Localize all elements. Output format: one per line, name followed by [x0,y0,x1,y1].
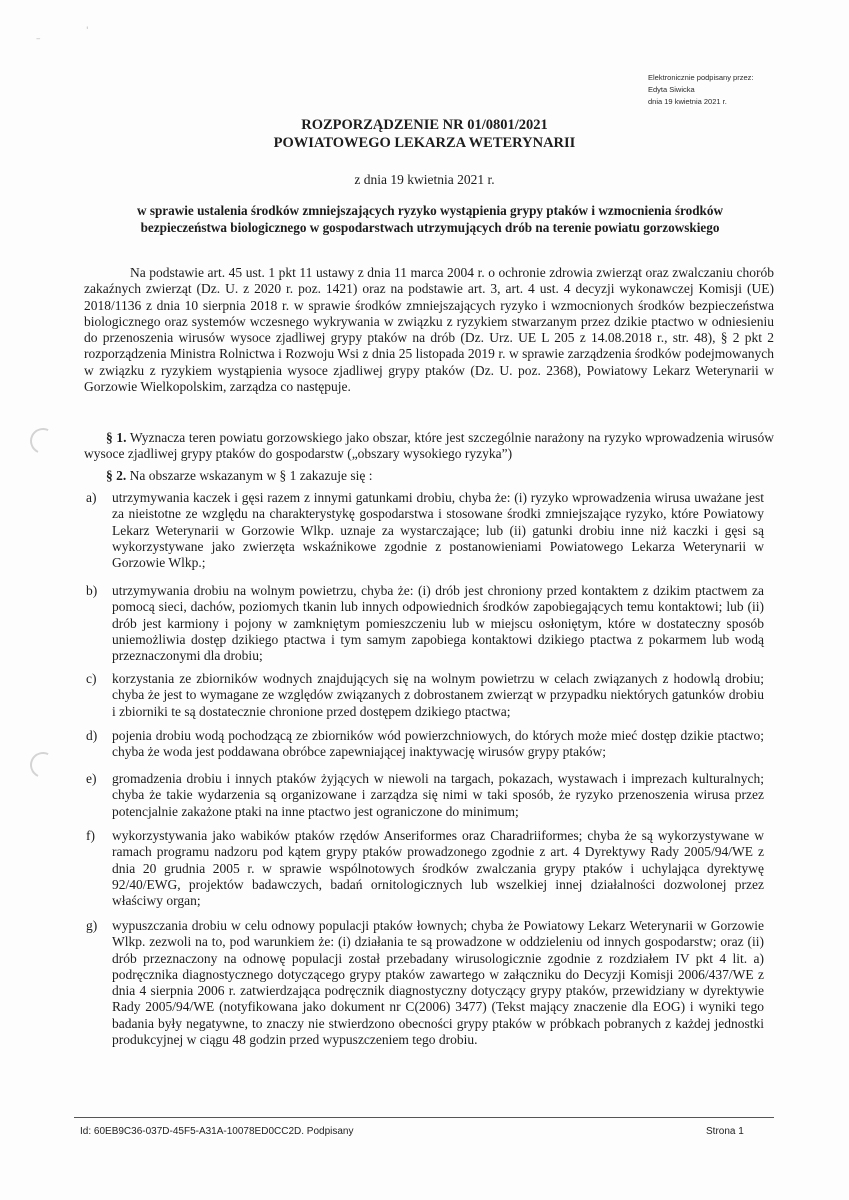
section-2-text: Na obszarze wskazanym w § 1 zakazuje się : [129,468,373,483]
electronic-signature-stamp [648,72,818,108]
section-1-text: Wyznacza teren powiatu gorzowskiego jako obszar, które jest szczególnie narażony na ryzyko wprowadzenia wirusów wysoce zjadliwej grypy ptaków do gospodarstw („obszary wysokiego ryzyka”) [84,430,774,462]
list-item-text: gromadzenia drobiu i innych ptaków żyjących w niewoli na targach, pokazach, wystawach i imprezach kulturalnych; chyba że takie wydarzenia są organizowane i zarządza się nimi w taki sposób, że ryzyko przenoszenia wirusa przez potencjalnie zakażone ptaki na inne ptactwo jest ograniczone do minimum; [112,771,764,819]
list-item-d [86,728,764,761]
section-2-label: § 2. [106,468,127,483]
list-item-letter: e) [86,771,97,786]
list-item-e [86,771,764,820]
list-item-letter: g) [86,918,98,933]
list-item-g [86,918,764,1048]
list-item-text: wykorzystywania jako wabików ptaków rzędów Anseriformes oraz Charadriiformes; chyba że są wykorzystywane w ramach programu nadzoru pod kątem grypy ptaków prowadzonego zgodnie z art. 4 Dyrektywy Rady 2005/94/WE z dnia 20 grudnia 2005 r. w sprawie wspólnotowych środków zwalczania grypy ptaków i uchylająca dyrektywę 92/40/EWG, projektów badawczych, badań ornitologicznych lub wszelkiej innej działalności dozwolonej przez właściwy organ; [112,828,764,909]
list-item-c [86,671,764,720]
list-item-text: utrzymywania kaczek i gęsi razem z innymi gatunkami drobiu, chyba że: (i) ryzyko wprowadzenia wirusa uważane jest za nieistotne ze względu na charakterystykę gospodarstwa i stosowane środki zmniejszające ryzyko, które Powiatowy Lekarz Weterynarii w Gorzowie Wlkp. uznaje za wystarczające; lub (ii) gatunki drobiu inne niż kaczki i gęsi są wykorzystywane jako zwierzęta wskaźnikowe zgodnie z postanowieniami Powiatowego Lekarza Weterynarii w Gorzowie Wlkp.; [112,490,764,571]
legal-basis-preamble: Na podstawie art. 45 ust. 1 pkt 11 ustawy z dnia 11 marca 2004 r. o ochronie zdrowia zwierząt oraz zwalczaniu chorób zakaźnych zwierząt (Dz. U. z 2020 r. poz. 1421) oraz na podstawie art. 3, art. 4 ust. 4 decyzji wykonawczej Komisji (UE) 2018/1136 z dnia 10 sierpnia 2018 r. w sprawie środków zmniejszających ryzyko i wzmocnionych środków bezpieczeństwa biologicznego oraz systemów wczesnego wykrywania w związku z ryzykiem stwarzanym przez dzikie ptactwo w odniesieniu do przenoszenia wirusów wysoce zjadliwej grypy ptaków na drób (Dz. Urz. UE L 205 z 14.08.2018 r., str. 48), § 2 pkt 2 rozporządzenia Ministra Rolnictwa i Rozwoju Wsi z dnia 25 listopada 2019 r. w sprawie zarządzenia środków podejmowanych w związku z ryzykiem wystąpienia wysoce zjadliwej grypy ptaków (Dz. U. poz. 2368), Powiatowy Lekarz Weterynarii w Gorzowie Wielkopolskim, zarządza co następuje. [84,265,774,395]
punch-hole-mark [26,748,59,781]
list-item-text: wypuszczania drobiu w celu odnowy populacji ptaków łownych; chyba że Powiatowy Lekarz Weterynarii w Gorzowie Wlkp. zezwoli na to, pod warunkiem że: (i) działania te są prowadzone w oddzieleniu od innych gospodarstw; oraz (ii) drób przeznaczony na odnowę populacji został przebadany wirusologicznie zgodnie z rozdziałem IV pkt 4 lit. a) podręcznika diagnostycznego dotyczącego grypy ptaków zawartego w załączniku do Decyzji Komisji 2006/437/WE z dnia 4 sierpnia 2006 r. zatwierdzająca podręcznik diagnostyczny dotyczący grypy ptaków, przewidziany w dyrektywie Rady 2005/94/WE (notyfikowana jako dokument nr C(2006) 3477) (Tekst mający znaczenie dla EOG) i wyniki tego badania były negatywne, to znaczy nie stwierdzono obecności grypy ptaków w próbkach pobranych z każdej jednostki produkcyjnej w ciągu 48 godzin przed wypuszczeniem tego drobiu. [112,918,764,1048]
list-item-letter: f) [86,828,95,843]
document-title-line2: POWIATOWEGO LEKARZA WETERYNARII [273,135,576,151]
list-item-f [86,828,764,909]
section-2-intro [84,468,774,484]
punch-hole-mark [26,424,59,457]
list-item-b [86,583,764,664]
list-item-text: korzystania ze zbiorników wodnych znajdujących się na wolnym powietrzu w celach związanych z hodowlą drobiu; chyba że jest to wymagane ze względów związanych z dobrostanem zwierząt w przypadku niektórych gatunków drobiu i zbiorniki te są dostatecznie chronione przed dostępem dzikiego ptactwa; [112,671,764,719]
section-1-label: § 1. [106,430,127,445]
list-item-letter: d) [86,728,98,743]
list-item-text: pojenia drobiu wodą pochodzącą ze zbiorników wód powierzchniowych, do których może mieć dostęp dzikie ptactwo; chyba że woda jest poddawana obróbce zapewniającej inaktywację wirusów grypy ptaków; [112,728,764,760]
signature-name: Edyta Siwicka [648,85,695,94]
list-item-letter: a) [86,490,97,505]
document-date: z dnia 19 kwietnia 2021 r. [354,172,495,187]
footer-page-number: Strona 1 [706,1126,744,1137]
list-item-text: utrzymywania drobiu na wolnym powietrzu, chyba że: (i) drób jest chroniony przed kontaktem z dzikim ptactwem za pomocą sieci, dachów, poziomych tkanin lub innych odpowiednich środków zapobiegających temu kontaktowi; lub (ii) drób jest karmiony i pojony w zamkniętym pomieszczeniu lub w miejscu osłoniętym, które w dostateczny sposób uniemożliwia dostęp dzikiego ptactwa i tym samym zapobiega kontaktowi dzikiego ptactwa z pokarmem lub wodą przeznaczonymi dla drobiu; [112,583,764,664]
section-1 [84,430,774,463]
document-subject: w sprawie ustalenia środków zmniejszających ryzyko wystąpienia grypy ptaków i wzmocnienia środków bezpieczeństwa biologicznego w gospodarstwach utrzymujących drób na terenie powiatu gorzowskiego [137,203,723,235]
list-item-letter: b) [86,583,98,598]
list-item-a [86,490,764,571]
scan-mark-tick: ' [86,26,89,36]
scan-mark-dash: – [36,34,41,44]
document-title-line1: ROZPORZĄDZENIE NR 01/0801/2021 [301,117,548,133]
signature-label: Elektronicznie podpisany przez: [648,73,754,82]
footer-document-id: Id: 60EB9C36-037D-45F5-A31A-10078ED0CC2D. Podpisany [80,1126,354,1137]
signature-date: dnia 19 kwietnia 2021 r. [648,97,727,106]
footer-divider [74,1117,774,1118]
list-item-letter: c) [86,671,97,686]
